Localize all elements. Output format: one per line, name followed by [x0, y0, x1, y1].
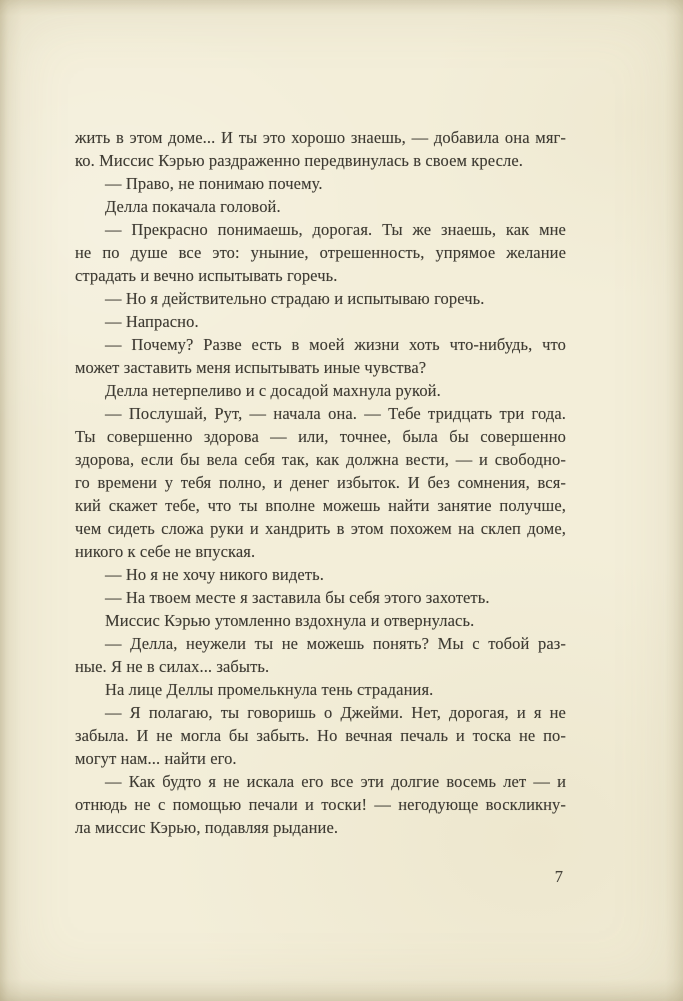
paragraph: [75, 126, 566, 172]
text-line: могут нам... найти его.: [75, 749, 237, 768]
text-line: может заставить меня испытывать иные чувства?: [75, 358, 427, 377]
text-line: На лице Деллы промелькнула тень страдания.: [105, 680, 434, 699]
paragraph: [75, 402, 566, 563]
text-line: ла миссис Кэрью, подавляя рыдание.: [75, 818, 339, 837]
text-line: Ты совершенно здорова — или, точнее, была бы совершенно: [75, 427, 566, 446]
paragraph: [75, 563, 566, 586]
text-line: — Как будто я не искала его все эти долгие восемь лет — и: [105, 772, 566, 791]
text-line: — На твоем месте я заставила бы себя этого захотеть.: [105, 588, 490, 607]
text-line: — Напрасно.: [105, 312, 199, 331]
text-line: — Я полагаю, ты говоришь о Джейми. Нет, дорогая, и я не: [105, 703, 566, 722]
paragraph: [75, 632, 566, 678]
text-line: не по душе все это: уныние, отрешенность, упрямое желание: [75, 243, 566, 262]
text-line: Делла покачала головой.: [105, 197, 281, 216]
text-line: кий скажет тебе, что ты вполне можешь найти занятие получше,: [75, 496, 566, 515]
text-line: — Прекрасно понимаешь, дорогая. Ты же знаешь, как мне: [105, 220, 566, 239]
paragraph: [75, 218, 566, 287]
paragraph: [75, 609, 566, 632]
text-line: — Послушай, Рут, — начала она. — Тебе тридцать три года.: [105, 404, 566, 423]
text-line: Миссис Кэрью утомленно вздохнула и отвернулась.: [105, 611, 475, 630]
page-number: 7: [554, 867, 563, 886]
paragraph: [75, 678, 566, 701]
paragraph: [75, 287, 566, 310]
text-line: никого к себе не впуская.: [75, 542, 256, 561]
paragraph: [75, 195, 566, 218]
paragraph: [75, 310, 566, 333]
text-line: — Почему? Разве есть в моей жизни хоть что-нибудь, что: [105, 335, 566, 354]
text-line: — Но я действительно страдаю и испытываю горечь.: [105, 289, 485, 308]
text-line: — Но я не хочу никого видеть.: [105, 565, 324, 584]
paragraph: [75, 586, 566, 609]
text-line: — Делла, неужели ты не можешь понять? Мы с тобой раз-: [105, 634, 566, 653]
text-line: забыла. И не могла бы забыть. Но вечная печаль и тоска не по-: [75, 726, 566, 745]
paragraph: [75, 333, 566, 379]
paragraph: [75, 379, 566, 402]
text-line: отнюдь не с помощью печали и тоски! — негодующе воскликну-: [75, 795, 566, 814]
paragraph: [75, 770, 566, 839]
text-line: ные. Я не в силах... забыть.: [75, 657, 270, 676]
text-line: ко. Миссис Кэрью раздраженно передвинулась в своем кресле.: [75, 151, 523, 170]
text-line: го времени у тебя полно, и денег избыток. И без сомнения, вся-: [75, 473, 566, 492]
text-line: здорова, если бы вела себя так, как должна вести, — и свободно-: [75, 450, 566, 469]
text-line: жить в этом доме... И ты это хорошо знаешь, — добавила она мяг-: [75, 128, 566, 147]
paragraph: [75, 172, 566, 195]
page-text: [75, 126, 566, 839]
text-line: страдать и вечно испытывать горечь.: [75, 266, 338, 285]
text-line: Делла нетерпеливо и с досадой махнула рукой.: [105, 381, 441, 400]
text-line: — Право, не понимаю почему.: [105, 174, 323, 193]
paragraph: [75, 701, 566, 770]
text-line: чем сидеть сложа руки и хандрить в этом похожем на склеп доме,: [75, 519, 566, 538]
